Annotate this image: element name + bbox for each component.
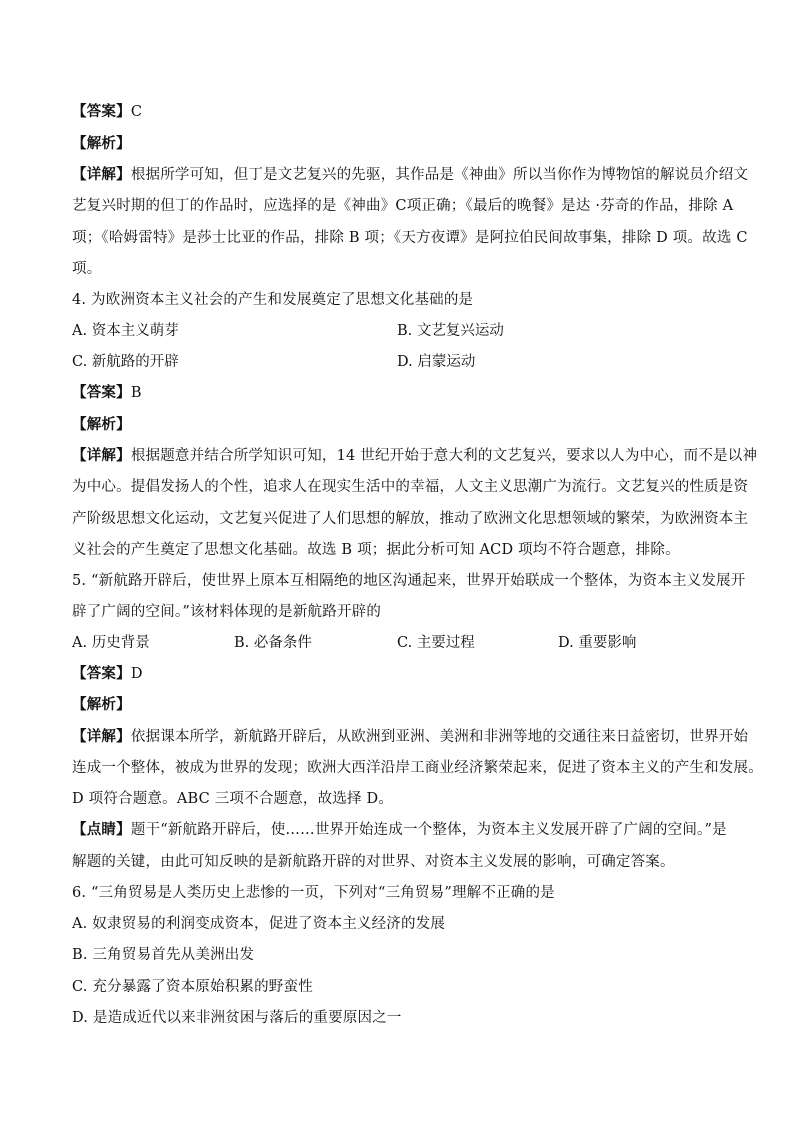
q4-answer-line: [72, 383, 142, 403]
q4-detail-line-2: 为中心。提倡发扬人的个性，追求人在现实生活中的幸福，人文主义思潮广为流行。文艺复兴的性质是资: [72, 479, 749, 495]
q4-detail-line-3: 产阶级思想文化运动，文艺复兴促进了人们思想的解放，推动了欧洲文化思想领域的繁荣，为欧洲资本主: [72, 511, 749, 527]
q4-stem: 4. 为欧洲资本主义社会的产生和发展奠定了思想文化基础的是: [72, 292, 474, 308]
detail-tag: 【详解】: [72, 166, 131, 183]
q4-detail-line-1: [72, 446, 757, 466]
q3-detail-text-1: 根据所学可知，但丁是文艺复兴的先驱，其作品是《神曲》所以当你作为博物馆的解说员介绍文: [130, 167, 749, 183]
q6-option-d: D. 是造成近代以来非洲贫困与落后的重要原因之一: [72, 1010, 402, 1026]
q5-comment-line-1: [72, 820, 727, 840]
answer-tag: 【答案】: [72, 665, 131, 682]
q6-option-b: B. 三角贸易首先从美洲出发: [72, 947, 255, 963]
q5-comment-line-2: 解题的关键，由此可知反映的是新航路开辟的对世界、对资本主义发展的影响，可确定答案。: [72, 854, 675, 870]
q3-detail-line-2: 艺复兴时期的但丁的作品时，应选择的是《神曲》C项正确；《最后的晚餐》是达 ·芬奇的作品，排除 A: [72, 198, 734, 214]
q5-option-b: B. 必备条件: [234, 635, 312, 651]
q4-option-d: D. 启蒙运动: [397, 354, 476, 370]
q4-detail-line-4: 义社会的产生奠定了思想文化基础。故选 B 项；据此分析可知 ACD 项均不符合题意，排除。: [72, 542, 680, 558]
answer-tag: 【答案】: [72, 103, 131, 120]
q4-option-a: A. 资本主义萌芽: [72, 323, 179, 339]
q5-answer-line: [72, 664, 143, 684]
q3-detail-line-1: [72, 165, 748, 185]
q6-option-a: A. 奴隶贸易的利润变成资本，促进了资本主义经济的发展: [72, 916, 446, 932]
answer-value: B: [130, 385, 142, 401]
q3-answer-line: [72, 102, 142, 122]
q5-detail-line-1: [72, 727, 748, 747]
q3-analysis-tag: 【解析】: [72, 135, 131, 152]
answer-value: C: [130, 104, 143, 120]
q5-option-c: C. 主要过程: [397, 635, 475, 651]
q4-option-b: B. 文艺复兴运动: [397, 323, 504, 339]
q6-stem: 6. “三角贸易是人类历史上悲惨的一页，下列对“三角贸易”理解不正确的是: [72, 885, 555, 901]
comment-tag: 【点睛】: [72, 821, 131, 838]
q3-detail-line-3: 项；《哈姆雷特》是莎士比亚的作品，排除 B 项；《天方夜谭》是阿拉伯民间故事集，排除 D 项。故选 C: [72, 230, 748, 246]
q5-detail-line-2: 连成一个整体，被成为世界的发现；欧洲大西洋沿岸工商业经济繁荣起来，促进了资本主义的产生和发展。: [72, 760, 763, 776]
q5-option-d: D. 重要影响: [558, 635, 637, 651]
q5-detail-line-3: D 项符合题意。ABC 三项不合题意，故选择 D。: [72, 791, 394, 807]
q5-option-a: A. 历史背景: [72, 635, 150, 651]
q4-option-c: C. 新航路的开辟: [72, 354, 179, 370]
detail-tag: 【详解】: [72, 447, 131, 464]
q5-stem-line-2: 辟了广阔的空间。”该材料体现的是新航路开辟的: [72, 604, 382, 620]
answer-value: D: [130, 666, 143, 682]
q6-option-c: C. 充分暴露了资本原始积累的野蛮性: [72, 979, 313, 995]
detail-tag: 【详解】: [72, 728, 131, 745]
q5-analysis-tag: 【解析】: [72, 696, 131, 713]
q5-stem-line-1: 5. “新航路开辟后，使世界上原本互相隔绝的地区沟通起来，世界开始联成一个整体，为资本主义发展开: [72, 573, 746, 589]
q4-analysis-tag: 【解析】: [72, 416, 131, 433]
q4-detail-text-1: 根据题意并结合所学知识可知，14 世纪开始于意大利的文艺复兴，要求以人为中心，而不是以神: [130, 448, 758, 464]
answer-tag: 【答案】: [72, 384, 131, 401]
q5-comment-text-1: 题干“新航路开辟后，使……世界开始连成一个整体，为资本主义发展开辟了广阔的空间。”是: [130, 822, 727, 838]
q5-detail-text-1: 依据课本所学，新航路开辟后，从欧洲到亚洲、美洲和非洲等地的交通往来日益密切，世界开始: [130, 729, 749, 745]
q3-detail-line-4: 项。: [72, 261, 102, 277]
